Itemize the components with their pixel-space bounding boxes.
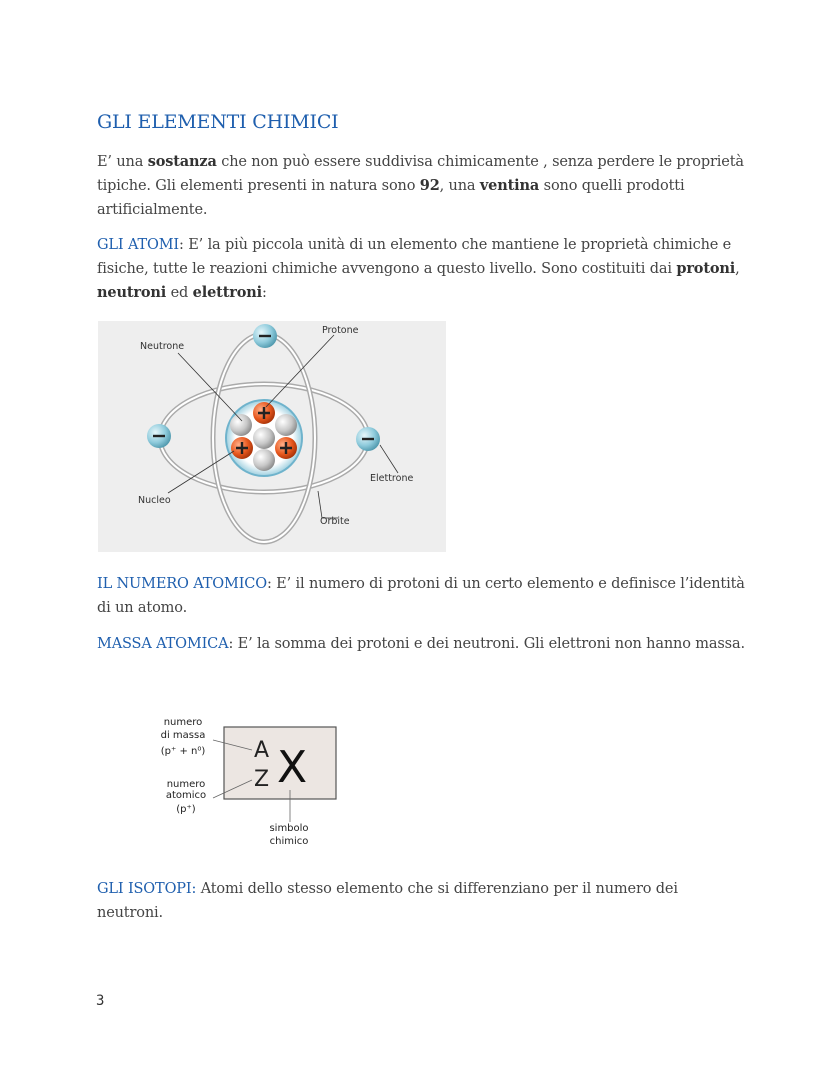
atomic-number-label-1: numero [166, 779, 206, 790]
intro-paragraph: E’ una sostanza che non può essere suddivisa chimicamente , senza perdere le proprietà tipiche. Gli elementi presenti in natura sono 92, una ventina sono quelli prodotti artificialmente. [97, 153, 744, 218]
mass-number-label-1: numero [163, 717, 203, 728]
mass-number-label-2: di massa [160, 730, 206, 741]
atomic-number-paragraph: IL NUMERO ATOMICO: E’ il numero di protoni di un certo elemento e definisce l’identità di un atomo. [97, 576, 745, 616]
label-orbite: Orbite [320, 516, 350, 527]
proton [231, 437, 253, 459]
element-symbol: X [277, 742, 308, 793]
mass-number-letter: A [254, 738, 270, 763]
mass-number-label-3: (p⁺ + n⁰) [160, 746, 206, 757]
atomic-notation-diagram [145, 710, 345, 855]
atomic-mass-heading: MASSA ATOMICA [97, 636, 229, 652]
page-number: 3 [96, 993, 105, 1009]
label-protone: Protone [322, 325, 359, 336]
symbol-label-2: chimico [269, 836, 309, 847]
isotopes-heading: GLI ISOTOPI: [97, 881, 197, 897]
proton [275, 437, 297, 459]
atomic-number-letter: Z [254, 767, 270, 792]
atomic-number-label-3: (p⁺) [176, 804, 196, 815]
electron [253, 324, 277, 348]
isotopes-paragraph: GLI ISOTOPI: Atomi dello stesso elemento che si differenziano per il numero dei neutroni. [97, 881, 678, 921]
atoms-heading: GLI ATOMI [97, 237, 180, 253]
electron [147, 424, 171, 448]
atoms-paragraph: GLI ATOMI: E’ la più piccola unità di un elemento che mantiene le proprietà chimiche e fisiche, tutte le reazioni chimiche avvengono a questo livello. Sono costituiti dai protoni, neutroni ed elettroni: [97, 237, 740, 301]
atom-diagram [98, 321, 446, 552]
label-elettrone: Elettrone [370, 473, 414, 484]
atomic-number-heading: IL NUMERO ATOMICO [97, 576, 267, 592]
symbol-label-1: simbolo [269, 823, 309, 834]
neutron [253, 449, 275, 471]
neutron [275, 414, 297, 436]
label-neutrone: Neutrone [140, 341, 185, 352]
atomic-mass-paragraph: MASSA ATOMICA: E’ la somma dei protoni e dei neutroni. Gli elettroni non hanno massa. [97, 636, 745, 652]
proton [253, 402, 275, 424]
neutron [253, 427, 275, 449]
label-nucleo: Nucleo [138, 495, 171, 506]
neutron [230, 414, 252, 436]
atomic-number-label-2: atomico [165, 790, 207, 801]
electron [356, 427, 380, 451]
page-title: GLI ELEMENTI CHIMICI [97, 111, 339, 133]
